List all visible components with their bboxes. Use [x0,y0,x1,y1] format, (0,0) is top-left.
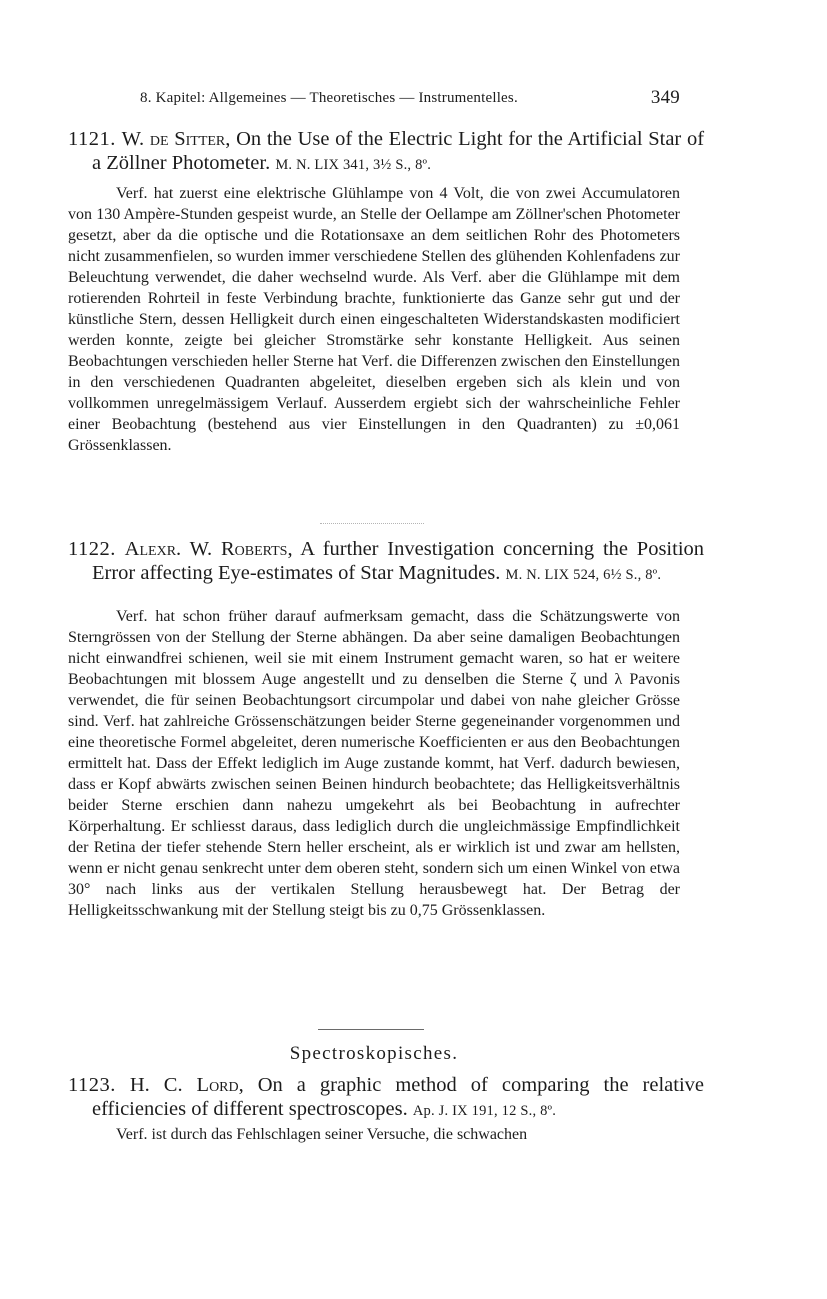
entry-heading [68,537,704,587]
entry-title: On the Use of the Electric Light for the Artificial Star of a Zöllner Photometer. [92,128,705,174]
entry-source: M. N. LIX 524, 6½ S., 8º. [505,567,662,583]
entry-title: On a graphic method of comparing the relative efficiencies of different spectroscopes. [92,1074,704,1120]
entry-author: Alexr. W. Roberts, [124,538,293,560]
entry-abstract: Verf. ist durch das Fehlschlagen seiner Versuche, die schwachen [116,1126,528,1143]
entry-abstract: Verf. hat schon früher darauf aufmerksam gemacht, dass die Schätzungswerte von Sterngrössen von der Stellung der Sterne abhängen. Da aber seine damaligen Beobachtungen nicht einwandfrei schienen, weil sie mit einem Instrument gemacht waren, so hat er weitere Beobachtungen mit blossem Auge angestellt und zu denselben die Sterne ζ und λ Pavonis verwendet, die für seinen Beobachtungsort circumpolar und dabei von nahe gleicher Grösse sind. Verf. hat zahlreiche Grössenschätzungen beider Sterne gegeneinander vorgenommen und eine theoretische Formel abgeleitet, deren numerische Koefficienten er aus den Beobachtungen ermittelt hat. Dass der Effekt lediglich im Auge zustande kommt, hat Verf. dadurch bewiesen, dass er Kopf abwärts zwischen seinen Beinen hindurch beobachtete; das Helligkeitsverhältnis beider Sterne erschien dann nahezu umgekehrt als bei Beobachtung in aufrechter Körperhaltung. Er schliesst daraus, dass lediglich durch die ungleichmässige Empfindlichkeit der Retina der tiefer stehende Stern heller erscheint, als er wirklich ist und zwar am hellsten, wenn er nicht genau senkrecht unter dem oberen steht, sondern sich um einen Winkel von etwa 30° nach links aus der vertikalen Stellung herausbewegt hat. Der Betrag der Helligkeitsschwankung mit der Stellung steigt bis zu 0,75 Grössenklassen. [68,608,680,919]
running-header [140,87,680,108]
entry-title: A further Investigation concerning the Position Error affecting Eye-estimates of Star Magnitudes. [92,538,705,584]
section-heading: Spectroskopisches. [289,1043,459,1064]
entry-author: H. C. Lord, [129,1074,244,1096]
entry-source: M. N. LIX 341, 3½ S., 8º. [275,157,432,173]
entry-number: 1121. [68,128,116,150]
entry-abstract: Verf. hat zuerst eine elektrische Glühlampe von 4 Volt, die von zwei Accumulatoren von 130 Ampère-Stunden gespeist wurde, an Stelle der Oellampe am Zöllner'schen Photometer gesetzt, aber da die optische und die Rotationsaxe an dem seitlichen Rohr des Photometers nicht zusammenfielen, so wurden immer verschiedene Stellen des glühenden Kohlenfadens zur Beleuchtung verwendet, die daher wechselnd wurde. Als Verf. aber die Glühlampe mit dem rotierenden Rohrteil in feste Verbindung brachte, funktionierte das Ganze sehr gut und der künstliche Stern, dessen Helligkeit durch einen eingeschalteten Widerstandskasten modificiert werden konnte, zeigte bei gleicher Stromstärke sehr konstante Helligkeit. Aus seinen Beobachtungen verschieden heller Sterne hat Verf. die Differenzen zwischen den Einstellungen in den verschiedenen Quadranten abgeleitet, dieselben ergeben sich als klein und von vollkommen unregelmässigem Verlauf. Ausserdem ergiebt sich der wahrscheinliche Fehler einer Beobachtung (bestehend aus vier Einstellungen in den Quadranten) zu ±0,061 Grössenklassen. [68,185,680,454]
page-number: 349 [650,87,680,108]
entry-number: 1122. [68,538,116,560]
entry-heading [68,127,704,177]
section-divider [318,1029,424,1030]
entry-number: 1123. [68,1074,116,1096]
entry-heading [68,1073,704,1123]
entry-end-rule [320,523,424,524]
entry-author: W. de Sitter, [121,128,231,150]
running-title: 8. Kapitel: Allgemeines — Theoretisches — Instrumentelles. [140,90,518,106]
entry-source: Ap. J. IX 191, 12 S., 8º. [412,1103,557,1119]
